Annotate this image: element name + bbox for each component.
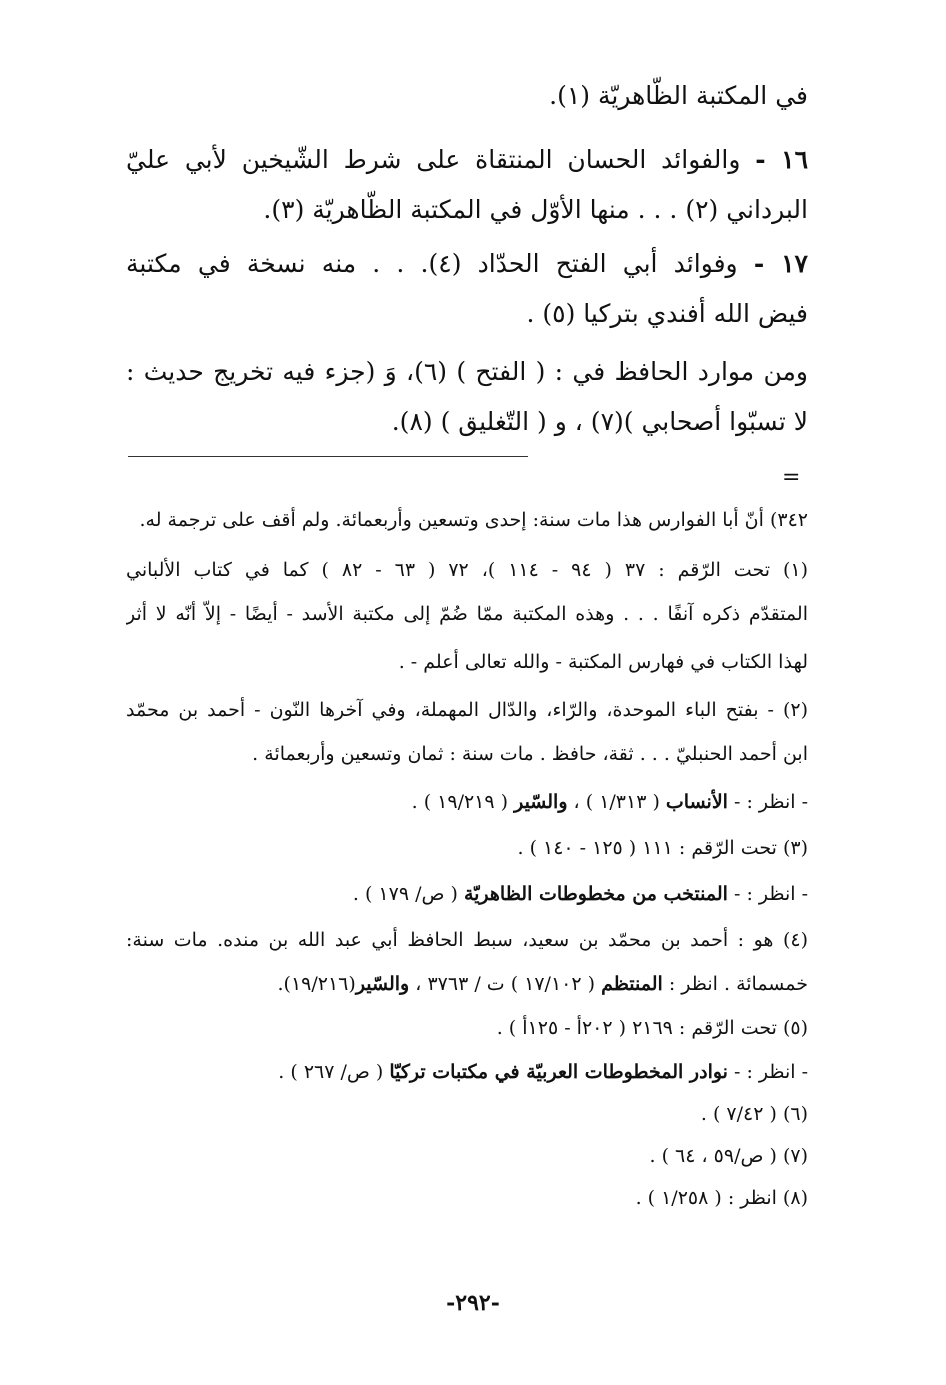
footnote-line: (٥) تحت الرّقم : ٢١٦٩ ( ٢٠٢أ - ١٢٥أ ) . bbox=[496, 1017, 808, 1039]
footnote-separator bbox=[128, 456, 528, 457]
body-line-5: فيض الله أفندي بتركيا (٥) . bbox=[526, 299, 808, 328]
footnote-line: (٢) - بفتح الباء الموحدة، والرّاء، والدّال المهملة، وفي آخرها النّون - أحمد بن محمّد bbox=[126, 699, 808, 721]
body-line-4: ١٧ - وفوائد أبي الفتح الحدّاد (٤). . . منه نسخة في مكتبة bbox=[126, 249, 808, 278]
continuation-mark: = bbox=[782, 465, 801, 490]
body-line-7: لا تسبّوا أصحابي )(٧) ، و ( التّغليق ) (٨). bbox=[391, 407, 808, 436]
footnote-line: - انظر : - المنتخب من مخطوطات الظاهريّة ( ص/ ١٧٩ ) . bbox=[352, 883, 808, 905]
footnote-line: (٤) هو : أحمد بن محمّد بن سعيد، سبط الحافظ أبي عبد الله بن منده. مات سنة: bbox=[126, 929, 808, 951]
footnote-line: المتقدّم ذكره آنفًا . . . وهذه المكتبة ممّا ضُمّ إلى مكتبة الأسد - أيضًا - إلاّ أنّه لا أثر bbox=[126, 603, 808, 625]
footnote-line: (٣) تحت الرّقم : ١١١ ( ١٢٥ - ١٤٠ ) . bbox=[517, 837, 808, 859]
body-line-2: ١٦ - والفوائد الحسان المنتقاة على شرط الشّيخين لأبي عليّ bbox=[126, 145, 808, 174]
footnote-line: - انظر : - الأنساب ( ١/٣١٣ ) ، والسّير ( ١٩/٢١٩ ) . bbox=[411, 791, 808, 813]
item-number-16: ١٦ - bbox=[755, 145, 808, 174]
body-line-3: البرداني (٢) . . . منها الأوّل في المكتبة الظّاهريّة (٣). bbox=[263, 195, 808, 224]
footnote-line: خمسمائة . انظر : المنتظم ( ١٧/١٠٢ ) ت / ٣٧٦٣ ، والسّير(١٩/٢١٦). bbox=[277, 973, 808, 995]
footnote-line: لهذا الكتاب في فهارس المكتبة - والله تعالى أعلم - . bbox=[398, 651, 808, 673]
item-number-17: ١٧ - bbox=[753, 249, 808, 278]
body-line-6: ومن موارد الحافظ في : ( الفتح ) (٦)، وَ (جزء فيه تخريج حديث : bbox=[126, 357, 808, 386]
footnote-line: - انظر : - نوادر المخطوطات العربيّة في مكتبات تركيّا ( ص/ ٢٦٧ ) . bbox=[278, 1061, 808, 1083]
page-number: -٢٩٢- bbox=[446, 1290, 500, 1316]
footnote-line: (٦) ( ٧/٤٢ ) . bbox=[700, 1103, 808, 1125]
footnote-line: (٧) ( ص/٥٩ ، ٦٤ ) . bbox=[649, 1145, 808, 1167]
footnote-line: (١) تحت الرّقم : ٣٧ ( ٩٤ - ١١٤ )، ٧٢ ( ٦٣ - ٨٢ ) كما في كتاب الألباني bbox=[126, 559, 808, 581]
footnote-line: ابن أحمد الحنبليّ . . . ثقة، حافظ . مات سنة : ثمان وتسعين وأربعمائة . bbox=[252, 743, 808, 765]
footnote-line: ٣٤٢) أنّ أبا الفوارس هذا مات سنة: إحدى وتسعين وأربعمائة. ولم أقف على ترجمة له. bbox=[139, 509, 808, 531]
footnote-line: (٨) انظر : ( ١/٢٥٨ ) . bbox=[635, 1187, 808, 1209]
body-line-1: في المكتبة الظّاهريّة (١). bbox=[549, 81, 808, 110]
